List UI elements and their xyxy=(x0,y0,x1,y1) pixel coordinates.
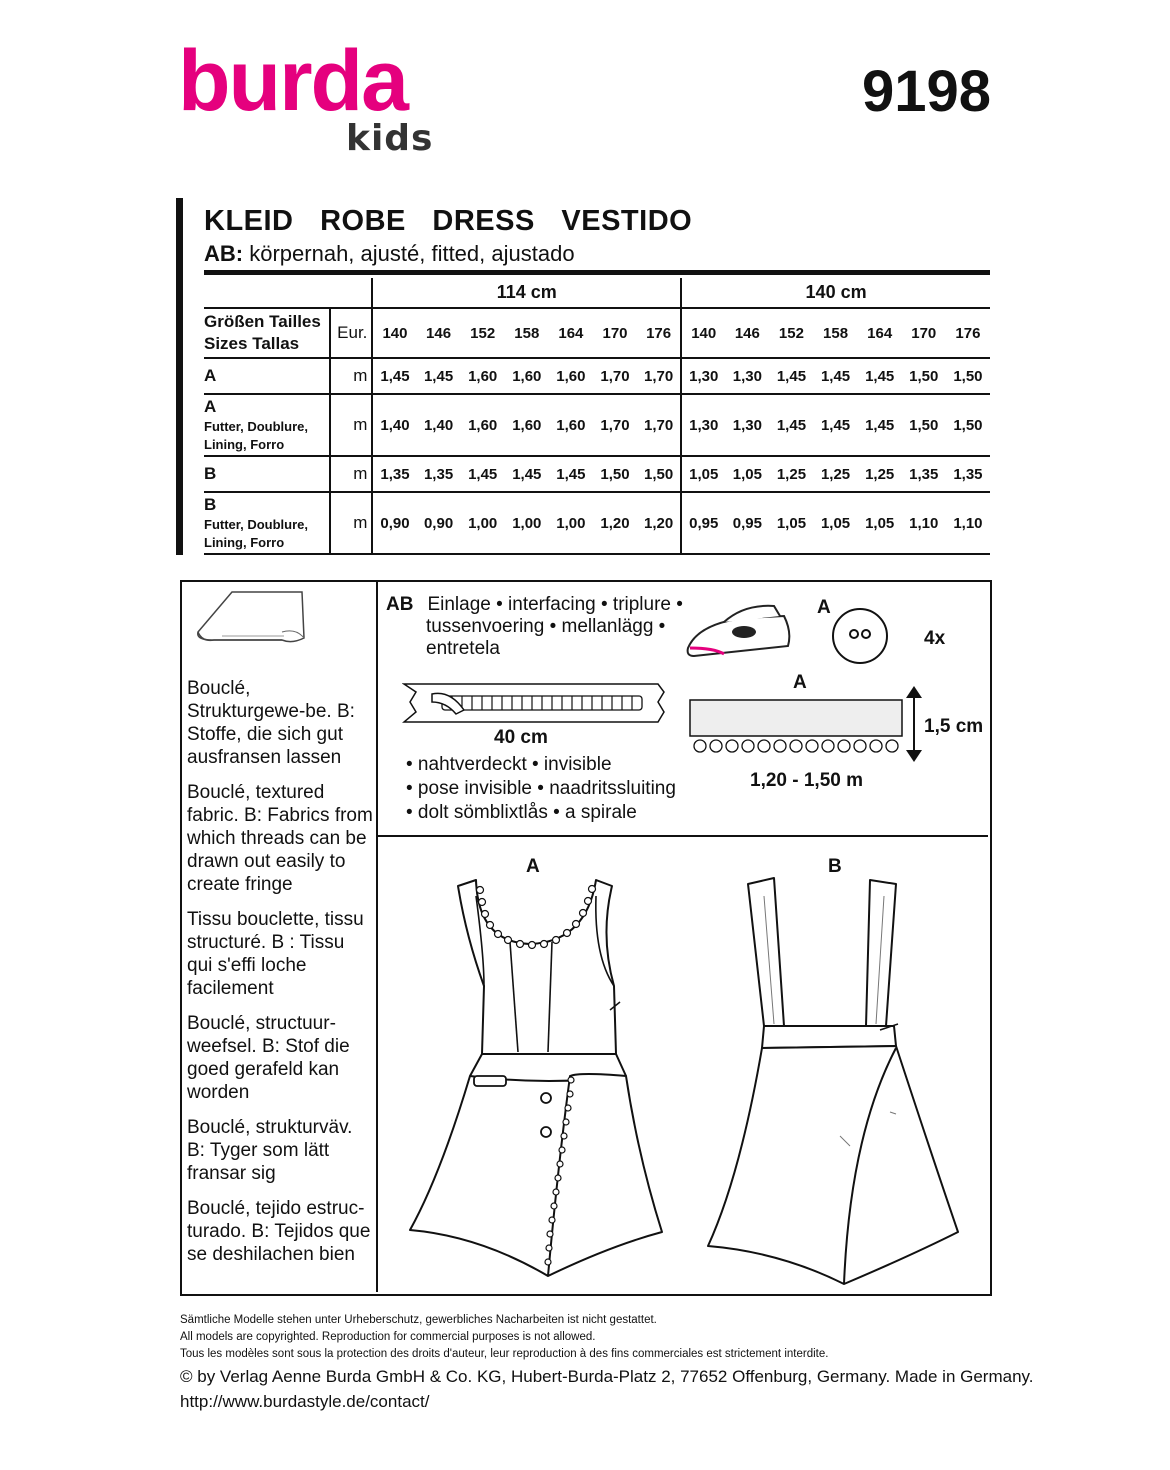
yardage-value: 1,30 xyxy=(732,416,762,434)
size-header: 164 xyxy=(558,324,584,342)
yardage-value: 1,35 xyxy=(372,456,416,492)
yardage-value: 1,40 xyxy=(372,394,416,456)
size-header: 176 xyxy=(955,324,981,342)
fabric-text-en: Bouclé, textured fabric. B: Fabrics from which threads can be drawn out easily to create fringe xyxy=(187,782,373,895)
publisher-address: © by Verlag Aenne Burda GmbH & Co. KG, Hubert-Burda-Platz 2, 77652 Offenburg, Germany. Made in Germany. xyxy=(180,1367,1034,1386)
yardage-value: 1,45 xyxy=(776,416,807,434)
yardage-value: 1,45 xyxy=(468,465,498,483)
interfacing-note: AB Einlage • interfacing • triplure • tussenvoering • mellanlägg • entretela xyxy=(386,594,683,659)
iron-icon xyxy=(684,598,796,662)
zipper-notes: • nahtverdeckt • invisible • pose invisible • naadritssluiting • dolt sömblixtlås • a spirale xyxy=(406,754,676,823)
yardage-value: 1,60 xyxy=(512,416,542,434)
yardage-value: 1,50 xyxy=(953,367,983,385)
yardage-value: 1,35 xyxy=(423,465,454,483)
copyright-fr: Tous les modèles sont sous la protection des droits d'auteur, leur reproduction à des fins commerciales est strictement interdite. xyxy=(180,1348,829,1360)
header-bar xyxy=(176,198,183,555)
yardage-value: 1,35 xyxy=(909,465,939,483)
yardage-value: 1,70 xyxy=(644,367,674,385)
yardage-value: 0,95 xyxy=(732,514,762,532)
row-label: B Futter, Doublure, Lining, Forro xyxy=(204,495,308,550)
yardage-value: 1,25 xyxy=(865,465,895,483)
zipper-icon xyxy=(402,680,668,726)
yardage-value: 1,50 xyxy=(909,416,939,434)
brand-sub-logo: kids xyxy=(346,118,434,159)
yardage-row xyxy=(204,492,990,554)
copyright-de: Sämtliche Modelle stehen unter Urheberschutz, gewerbliches Nacharbeiten ist nicht gestattet. xyxy=(180,1314,657,1326)
fabric-text-nl: Bouclé, structuur-weefsel. B: Stof die goed gerafeld kan worden xyxy=(187,1013,350,1103)
yardage-value: 0,90 xyxy=(423,514,454,532)
yardage-value: 1,05 xyxy=(820,514,851,532)
unit-label: m xyxy=(330,492,372,554)
yardage-value: 0,90 xyxy=(372,492,416,554)
trim-length: 1,20 - 1,50 m xyxy=(750,770,864,791)
fit-prefix: AB: xyxy=(204,241,244,266)
yardage-value: 1,30 xyxy=(681,394,725,456)
yardage-value: 1,05 xyxy=(681,456,725,492)
fabric-text-sv: Bouclé, strukturväv. B: Tyger som lätt fransar sig xyxy=(187,1117,353,1184)
yardage-value: 1,25 xyxy=(776,465,807,483)
trim-height: 1,5 cm xyxy=(924,716,984,737)
yardage-value: 1,45 xyxy=(820,367,851,385)
row-label: A Futter, Doublure, Lining, Forro xyxy=(204,397,308,452)
size-header: 152 xyxy=(470,324,496,342)
size-header: 158 xyxy=(514,324,540,342)
yardage-value: 1,25 xyxy=(820,465,851,483)
size-header: 146 xyxy=(734,324,760,342)
yardage-value: 1,30 xyxy=(732,367,762,385)
fit-text: körpernah, ajusté, fitted, ajustado xyxy=(249,241,575,266)
yardage-value: 1,30 xyxy=(681,358,725,394)
contact-link[interactable]: http://www.burdastyle.de/contact/ xyxy=(180,1392,430,1411)
yardage-value: 1,70 xyxy=(644,416,674,434)
size-header: 176 xyxy=(646,324,672,342)
brand-logo: burda xyxy=(178,33,407,129)
fabric-text-de: Bouclé, Strukturgewe-be. B: Stoffe, die sich gut ausfransen lassen xyxy=(187,678,355,768)
eur-label: Eur. xyxy=(330,308,372,358)
fit-description xyxy=(204,241,575,267)
size-header: 158 xyxy=(823,324,849,342)
title-word: ROBE xyxy=(320,205,406,237)
size-header: 164 xyxy=(867,324,893,342)
view-a-label: A xyxy=(526,856,540,877)
fabric-bolt-icon xyxy=(192,588,316,648)
yardage-row xyxy=(204,358,990,394)
title-word: KLEID xyxy=(204,205,294,237)
yardage-value: 1,10 xyxy=(953,514,983,532)
yardage-value: 1,00 xyxy=(468,514,498,532)
yardage-row xyxy=(204,394,990,456)
title-word: VESTIDO xyxy=(561,205,693,237)
yardage-table xyxy=(204,278,990,555)
yardage-value: 1,20 xyxy=(600,514,630,532)
view-b-label: B xyxy=(828,856,842,877)
yardage-value: 1,45 xyxy=(512,465,542,483)
yardage-value: 1,45 xyxy=(776,367,807,385)
table-top-rule xyxy=(204,270,990,275)
yardage-value: 1,05 xyxy=(732,465,762,483)
yardage-value: 1,45 xyxy=(820,416,851,434)
button-view-label: A xyxy=(817,597,831,618)
yardage-row xyxy=(204,456,990,492)
notions-views: AB xyxy=(386,594,414,615)
size-header: 140 xyxy=(681,308,725,358)
unit-label: m xyxy=(330,358,372,394)
fabric-text-fr: Tissu bouclette, tissu structuré. B : Tissu qui s'effi loche facilement xyxy=(187,909,364,999)
trim-icon xyxy=(688,698,906,758)
yardage-value: 1,05 xyxy=(865,514,895,532)
copyright-en: All models are copyrighted. Reproduction for commercial purposes is not allowed. xyxy=(180,1331,596,1343)
yardage-value: 1,00 xyxy=(512,514,542,532)
dress-b-illustration xyxy=(700,876,968,1286)
garment-title xyxy=(204,205,710,238)
pattern-number: 9198 xyxy=(862,59,992,124)
yardage-value: 1,50 xyxy=(644,465,674,483)
fabric-width-114: 114 cm xyxy=(372,278,681,308)
trim-height-arrow-icon xyxy=(904,684,924,764)
yardage-value: 1,50 xyxy=(953,416,983,434)
yardage-value: 1,45 xyxy=(556,465,586,483)
yardage-value: 1,35 xyxy=(953,465,983,483)
dress-a-illustration xyxy=(400,876,668,1286)
yardage-value: 1,10 xyxy=(909,514,939,532)
yardage-value: 1,60 xyxy=(556,416,586,434)
size-header: 170 xyxy=(911,324,937,342)
button-quantity: 4x xyxy=(924,628,946,649)
size-label: Größen Tailles Sizes Tallas xyxy=(204,312,321,353)
row-label: B xyxy=(204,464,217,483)
yardage-value: 1,05 xyxy=(776,514,807,532)
yardage-value: 1,45 xyxy=(423,367,454,385)
size-header: 146 xyxy=(426,324,452,342)
size-header: 152 xyxy=(778,324,804,342)
yardage-value: 1,45 xyxy=(865,416,895,434)
yardage-value: 1,60 xyxy=(512,367,542,385)
yardage-value: 1,60 xyxy=(556,367,586,385)
fabric-text-es: Bouclé, tejido estruc-turado. B: Tejidos que se deshilachen bien xyxy=(187,1198,371,1265)
yardage-value: 1,20 xyxy=(644,514,674,532)
trim-view-label: A xyxy=(793,672,807,693)
yardage-value: 1,60 xyxy=(468,416,498,434)
yardage-value: 1,70 xyxy=(600,367,630,385)
button-icon xyxy=(830,606,890,666)
yardage-value: 1,70 xyxy=(600,416,630,434)
unit-label: m xyxy=(330,456,372,492)
unit-label: m xyxy=(330,394,372,456)
yardage-value: 1,45 xyxy=(865,367,895,385)
yardage-value: 1,50 xyxy=(909,367,939,385)
yardage-value: 1,00 xyxy=(556,514,586,532)
yardage-value: 0,95 xyxy=(681,492,725,554)
yardage-value: 1,50 xyxy=(600,465,630,483)
size-header: 140 xyxy=(372,308,416,358)
fabric-descriptions xyxy=(187,677,373,1278)
yardage-value: 1,45 xyxy=(372,358,416,394)
yardage-value: 1,40 xyxy=(423,416,454,434)
zipper-length: 40 cm xyxy=(494,727,548,748)
fabric-width-140: 140 cm xyxy=(681,278,990,308)
size-header: 170 xyxy=(602,324,628,342)
title-word: DRESS xyxy=(432,205,535,237)
row-label: A xyxy=(204,366,217,385)
yardage-value: 1,60 xyxy=(468,367,498,385)
panel-divider xyxy=(378,835,988,837)
